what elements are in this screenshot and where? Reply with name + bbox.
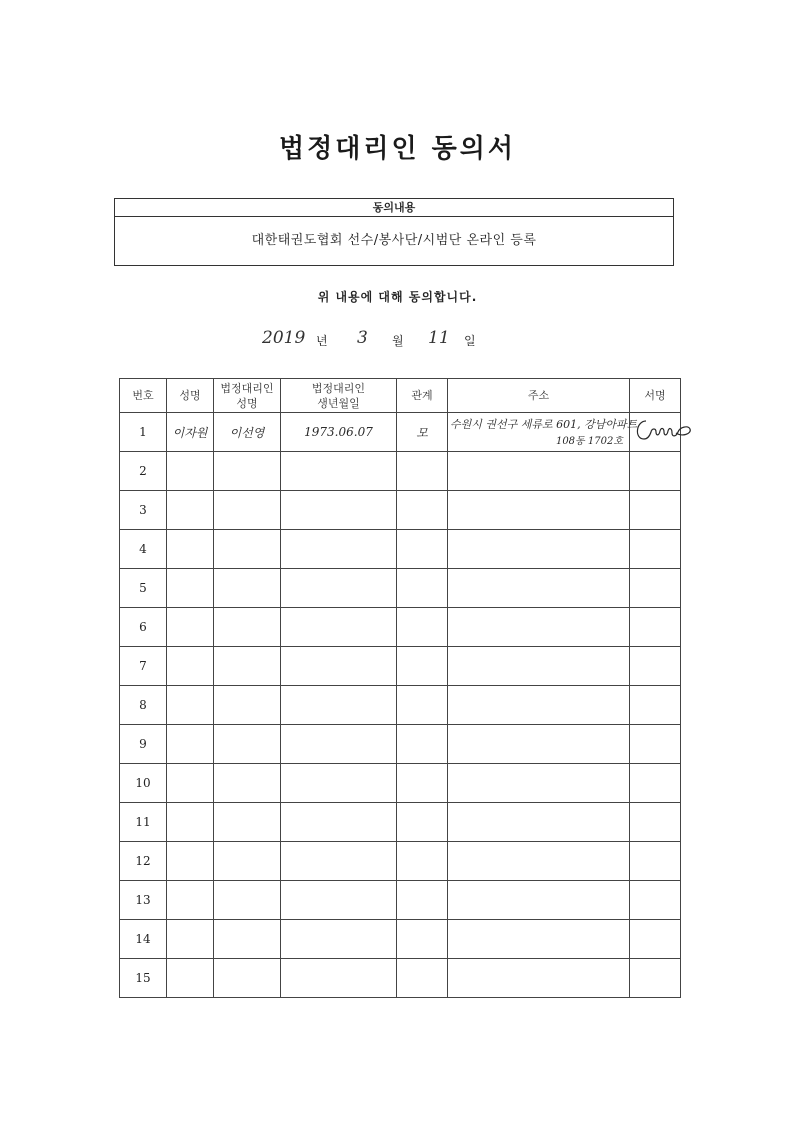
relation bbox=[397, 530, 448, 569]
guardian-name bbox=[214, 491, 281, 530]
student-name bbox=[167, 608, 214, 647]
row-number: 11 bbox=[120, 803, 167, 842]
agreement-statement: 위 내용에 대해 동의합니다. bbox=[317, 290, 478, 304]
relation bbox=[397, 491, 448, 530]
signature-cell bbox=[630, 764, 681, 803]
table-row bbox=[120, 491, 681, 530]
signature-cell bbox=[630, 491, 681, 530]
table-row bbox=[120, 959, 681, 998]
date-year-value: 2019 bbox=[262, 328, 306, 348]
guardian-name bbox=[214, 959, 281, 998]
signature-cell bbox=[630, 803, 681, 842]
guardian-name bbox=[214, 608, 281, 647]
address bbox=[448, 413, 638, 452]
address bbox=[448, 452, 630, 491]
guardian-name bbox=[214, 452, 281, 491]
relation bbox=[397, 959, 448, 998]
guardian-birthdate bbox=[281, 647, 397, 686]
relation: 모 bbox=[397, 413, 448, 452]
relation bbox=[397, 647, 448, 686]
guardian-birthdate bbox=[281, 530, 397, 569]
student-name bbox=[167, 569, 214, 608]
relation bbox=[397, 452, 448, 491]
signature-cell bbox=[630, 686, 681, 725]
guardian-name bbox=[214, 725, 281, 764]
row-number: 1 bbox=[120, 413, 167, 452]
row-number: 3 bbox=[120, 491, 167, 530]
date-month-value: 3 bbox=[357, 328, 368, 348]
relation bbox=[397, 764, 448, 803]
student-name bbox=[167, 491, 214, 530]
address-line-2: 108동 1702호 bbox=[555, 436, 623, 447]
table-row bbox=[120, 725, 681, 764]
guardian-birthdate bbox=[281, 803, 397, 842]
header-relation: 관계 bbox=[397, 379, 448, 413]
signature-cell bbox=[630, 920, 681, 959]
table-row bbox=[120, 686, 681, 725]
table-row bbox=[120, 764, 681, 803]
guardian-birthdate bbox=[281, 491, 397, 530]
student-name bbox=[167, 764, 214, 803]
relation bbox=[397, 842, 448, 881]
table-row bbox=[120, 803, 681, 842]
table-row bbox=[120, 413, 681, 452]
consent-content: 대한태권도협회 선수/봉사단/시범단 온라인 등록 bbox=[251, 233, 537, 248]
row-number: 4 bbox=[120, 530, 167, 569]
student-name bbox=[167, 920, 214, 959]
address bbox=[448, 764, 630, 803]
student-name bbox=[167, 881, 214, 920]
guardian-name bbox=[214, 881, 281, 920]
address bbox=[448, 920, 630, 959]
table-header-row bbox=[120, 379, 681, 413]
address-line-1: 수원시 권선구 세류로 601, 강남아파트 bbox=[450, 418, 638, 431]
row-number: 13 bbox=[120, 881, 167, 920]
row-number: 12 bbox=[120, 842, 167, 881]
table-row bbox=[120, 920, 681, 959]
student-name bbox=[167, 842, 214, 881]
relation bbox=[397, 608, 448, 647]
address bbox=[448, 803, 630, 842]
guardian-name bbox=[214, 686, 281, 725]
date-line bbox=[0, 328, 795, 350]
signature-cell bbox=[630, 959, 681, 998]
row-number: 5 bbox=[120, 569, 167, 608]
guardian-name bbox=[214, 764, 281, 803]
address bbox=[448, 647, 630, 686]
address bbox=[448, 530, 630, 569]
table-row bbox=[120, 530, 681, 569]
table-row bbox=[120, 842, 681, 881]
guardian-name: 이선영 bbox=[214, 413, 281, 452]
header-guardian-name: 법정대리인 성명 bbox=[214, 379, 281, 413]
address bbox=[448, 725, 630, 764]
student-name bbox=[167, 803, 214, 842]
student-name: 이자원 bbox=[167, 413, 214, 452]
student-name bbox=[167, 452, 214, 491]
relation bbox=[397, 803, 448, 842]
student-name bbox=[167, 647, 214, 686]
header-name: 성명 bbox=[167, 379, 214, 413]
header-number: 번호 bbox=[120, 379, 167, 413]
address bbox=[448, 959, 630, 998]
handwritten-signature bbox=[632, 415, 694, 445]
guardian-name bbox=[214, 647, 281, 686]
relation bbox=[397, 569, 448, 608]
date-day-value: 11 bbox=[428, 328, 450, 348]
guardian-name bbox=[214, 569, 281, 608]
guardian-birthdate bbox=[281, 452, 397, 491]
row-number: 10 bbox=[120, 764, 167, 803]
student-name bbox=[167, 686, 214, 725]
signature-cell bbox=[630, 569, 681, 608]
document-title: 법정대리인 동의서 bbox=[279, 134, 516, 164]
guardian-birthdate bbox=[281, 764, 397, 803]
address bbox=[448, 569, 630, 608]
header-address: 주소 bbox=[448, 379, 630, 413]
row-number: 15 bbox=[120, 959, 167, 998]
address bbox=[448, 608, 630, 647]
consent-header: 동의내용 bbox=[115, 199, 673, 217]
guardian-birthdate bbox=[281, 881, 397, 920]
row-number: 8 bbox=[120, 686, 167, 725]
date-day-label: 일 bbox=[464, 334, 476, 348]
student-name bbox=[167, 530, 214, 569]
student-name bbox=[167, 959, 214, 998]
guardian-birthdate bbox=[281, 725, 397, 764]
table-row bbox=[120, 452, 681, 491]
address bbox=[448, 686, 630, 725]
row-number: 6 bbox=[120, 608, 167, 647]
header-guardian-birth: 법정대리인 생년월일 bbox=[281, 379, 397, 413]
guardian-birthdate bbox=[281, 842, 397, 881]
guardian-birthdate bbox=[281, 608, 397, 647]
row-number: 7 bbox=[120, 647, 167, 686]
signature-cell bbox=[630, 608, 681, 647]
signature-cell bbox=[630, 842, 681, 881]
address bbox=[448, 842, 630, 881]
table-row bbox=[120, 608, 681, 647]
signature-cell bbox=[630, 647, 681, 686]
guardian-name bbox=[214, 842, 281, 881]
guardian-name bbox=[214, 920, 281, 959]
signature-cell bbox=[630, 413, 681, 452]
row-number: 14 bbox=[120, 920, 167, 959]
relation bbox=[397, 920, 448, 959]
guardian-birthdate bbox=[281, 959, 397, 998]
guardian-name bbox=[214, 803, 281, 842]
consent-content-box bbox=[114, 198, 674, 266]
signature-cell bbox=[630, 530, 681, 569]
relation bbox=[397, 686, 448, 725]
guardian-birthdate bbox=[281, 686, 397, 725]
guardian-birthdate: 1973.06.07 bbox=[281, 413, 397, 452]
signature-cell bbox=[630, 725, 681, 764]
date-year-label: 년 bbox=[316, 334, 328, 348]
guardian-birthdate bbox=[281, 920, 397, 959]
row-number: 9 bbox=[120, 725, 167, 764]
address bbox=[448, 881, 630, 920]
row-number: 2 bbox=[120, 452, 167, 491]
table-row bbox=[120, 881, 681, 920]
signature-cell bbox=[630, 452, 681, 491]
table-row bbox=[120, 647, 681, 686]
address bbox=[448, 491, 630, 530]
guardian-name bbox=[214, 530, 281, 569]
guardian-birthdate bbox=[281, 569, 397, 608]
relation bbox=[397, 881, 448, 920]
signature-cell bbox=[630, 881, 681, 920]
guardian-roster-table bbox=[119, 378, 681, 998]
table-row bbox=[120, 569, 681, 608]
student-name bbox=[167, 725, 214, 764]
date-month-label: 월 bbox=[392, 334, 404, 348]
relation bbox=[397, 725, 448, 764]
header-signature: 서명 bbox=[630, 379, 681, 413]
